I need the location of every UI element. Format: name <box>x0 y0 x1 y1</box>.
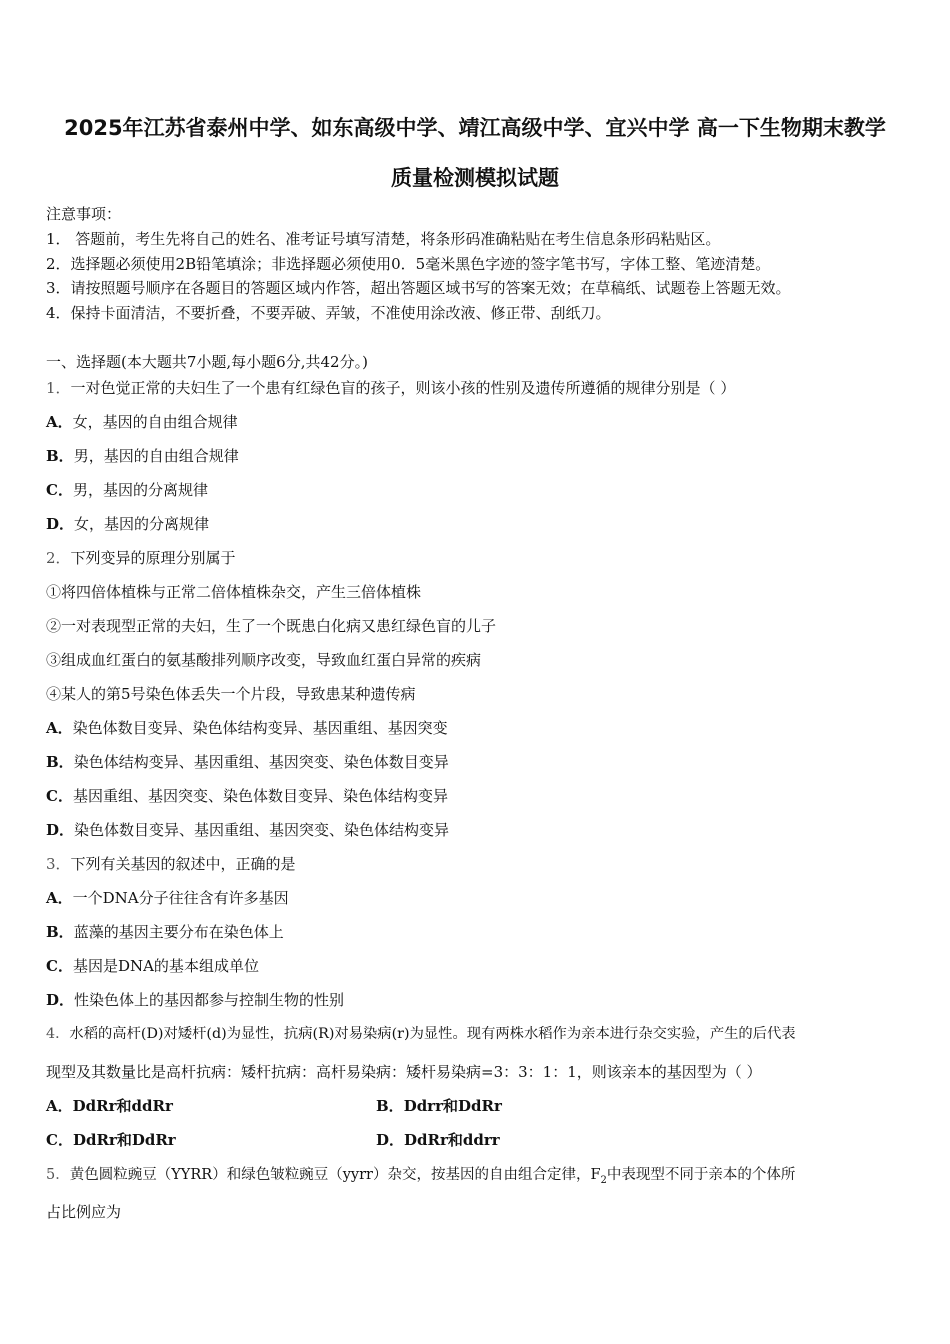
question-4 <box>46 1023 796 1043</box>
option-text: 蓝藻的基因主要分布在染色体上 <box>73 923 284 941</box>
option-text: Ddrr和DdRr <box>403 1097 502 1115</box>
option-text: 男，基因的分离规律 <box>72 481 208 499</box>
question-text: 水稻的高杆(D)对矮杆(d)为显性，抗病(R)对易染病(r)为显性。现有两株水稻作为亲本进行杂交实验，产生的后代表 <box>69 1026 796 1042</box>
section-heading: 一、选择题(本大题共7小题,每小题6分,共42分。) <box>46 353 368 371</box>
option-text: 性染色体上的基因都参与控制生物的性别 <box>74 991 345 1009</box>
question-text: 下列变异的原理分别属于 <box>70 549 236 567</box>
option-label: A． <box>46 1097 73 1115</box>
option-text: 染色体数目变异、基因重组、基因突变、染色体结构变异 <box>74 821 450 839</box>
notice-heading: 注意事项： <box>46 205 122 223</box>
option-label: B． <box>376 1097 404 1115</box>
q2-option-a <box>46 717 448 738</box>
question-3 <box>46 853 296 874</box>
notice-item: 2．选择题必须使用2B铅笔填涂；非选择题必须使用0．5毫米黑色字迹的签字笔书写，字体工整、笔迹清楚。 <box>46 255 771 273</box>
question-5-continued: 占比例应为 <box>46 1203 122 1221</box>
option-text: 女，基因的自由组合规律 <box>72 413 238 431</box>
option-label: D． <box>376 1131 405 1149</box>
q2-statement: ③组成血红蛋白的氨基酸排列顺序改变，导致血红蛋白异常的疾病 <box>46 651 482 669</box>
notice-item: 4．保持卡面清洁，不要折叠，不要弄破、弄皱，不准使用涂改液、修正带、刮纸刀。 <box>46 304 611 322</box>
option-text: DdRr和ddRr <box>72 1097 173 1115</box>
question-number: 2． <box>46 549 71 567</box>
option-text: 一个DNA分子往往含有许多基因 <box>72 889 289 907</box>
q3-option-a <box>46 887 289 908</box>
page-title: 2025年江苏省泰州中学、如东高级中学、靖江高级中学、宜兴中学 高一下生物期末教学 <box>64 116 886 140</box>
q2-option-b <box>46 751 449 772</box>
option-label: C． <box>46 1131 73 1149</box>
question-5 <box>46 1163 795 1186</box>
question-text: 下列有关基因的叙述中，正确的是 <box>70 855 296 873</box>
question-text-cont: 中表现型不同于亲本的个体所 <box>606 1167 796 1183</box>
option-text: 男，基因的自由组合规律 <box>73 447 239 465</box>
option-text: DdRr和DdRr <box>72 1131 176 1149</box>
option-text: 染色体结构变异、基因重组、基因突变、染色体数目变异 <box>73 753 449 771</box>
option-label: B． <box>46 447 74 465</box>
option-label: C． <box>46 957 73 975</box>
q2-option-d <box>46 819 449 840</box>
q4-option-d <box>376 1129 500 1150</box>
question-number: 3． <box>46 855 71 873</box>
question-number: 5． <box>46 1167 70 1183</box>
q2-option-c <box>46 785 448 806</box>
q4-option-b <box>376 1095 502 1116</box>
q2-statement: ④某人的第5号染色体丢失一个片段，导致患某种遗传病 <box>46 685 416 703</box>
q1-option-b <box>46 445 239 466</box>
option-label: C． <box>46 787 73 805</box>
option-label: D． <box>46 991 75 1009</box>
q3-option-d <box>46 989 344 1010</box>
q1-option-d <box>46 513 209 534</box>
question-number: 4． <box>46 1026 70 1042</box>
q2-statement: ②一对表现型正常的夫妇，生了一个既患白化病又患红绿色盲的儿子 <box>46 617 497 635</box>
option-text: DdRr和ddrr <box>404 1131 500 1149</box>
subscript: 2 <box>600 1174 607 1186</box>
option-text: 基因是DNA的基本组成单位 <box>72 957 259 975</box>
notice-item: 3．请按照题号顺序在各题目的答题区域内作答，超出答题区域书写的答案无效；在草稿纸、试题卷上答题无效。 <box>46 279 791 297</box>
question-text: 一对色觉正常的夫妇生了一个患有红绿色盲的孩子，则该小孩的性别及遗传所遵循的规律分别是（ ） <box>70 379 736 397</box>
question-1 <box>46 377 735 398</box>
page-title-line2: 质量检测模拟试题 <box>391 166 559 190</box>
q2-statement: ①将四倍体植株与正常二倍体植株杂交，产生三倍体植株 <box>46 583 422 601</box>
question-2 <box>46 547 236 568</box>
option-label: A． <box>46 719 73 737</box>
option-text: 基因重组、基因突变、染色体数目变异、染色体结构变异 <box>72 787 448 805</box>
q4-option-a <box>46 1095 173 1116</box>
option-text: 女，基因的分离规律 <box>74 515 210 533</box>
q3-option-b <box>46 921 284 942</box>
option-label: B． <box>46 923 74 941</box>
question-text: 黄色圆粒豌豆（YYRR）和绿色皱粒豌豆（yyrr）杂交，按基因的自由组合定律，F <box>69 1167 601 1183</box>
q1-option-c <box>46 479 208 500</box>
option-label: C． <box>46 481 73 499</box>
option-label: A． <box>46 413 73 431</box>
q4-option-c <box>46 1129 176 1150</box>
question-number: 1． <box>46 379 71 397</box>
option-label: D． <box>46 821 75 839</box>
q3-option-c <box>46 955 259 976</box>
option-label: B． <box>46 753 74 771</box>
option-label: D． <box>46 515 75 533</box>
option-label: A． <box>46 889 73 907</box>
q1-option-a <box>46 411 238 432</box>
question-4-continued: 现型及其数量比是高杆抗病：矮杆抗病：高杆易染病：矮杆易染病=3：3：1：1，则该亲本的基因型为（ ） <box>46 1063 762 1081</box>
option-text: 染色体数目变异、染色体结构变异、基因重组、基因突变 <box>72 719 448 737</box>
notice-item: 1． 答题前，考生先将自己的姓名、准考证号填写清楚，将条形码准确粘贴在考生信息条形码粘贴区。 <box>46 230 721 248</box>
